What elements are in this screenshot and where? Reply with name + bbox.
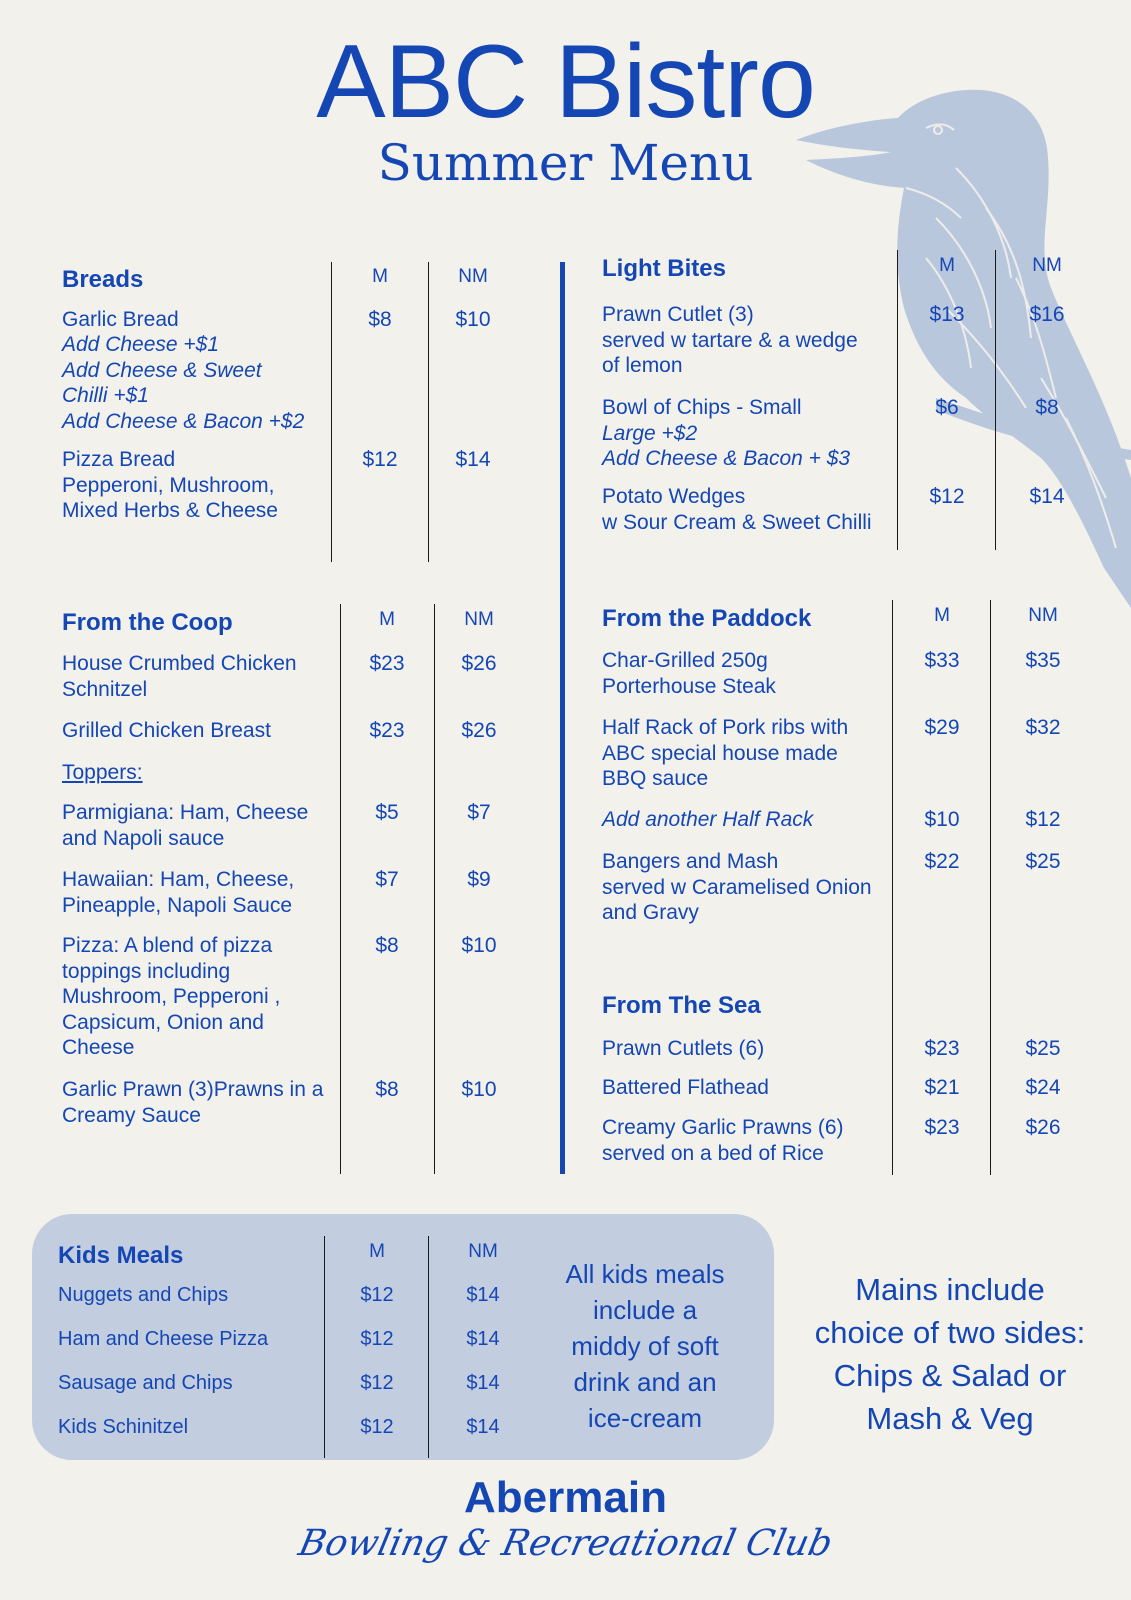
price-m: $12 [362,448,398,471]
price-m: $5 [375,801,399,824]
breads-divider-2 [428,262,429,562]
price-nm: $16 [1029,303,1065,326]
sea-section-title: From The Sea [602,992,761,1019]
price-m: $12 [360,1328,394,1350]
price-nm: $14 [466,1372,500,1394]
price-nm: $35 [1025,649,1061,672]
kids-menu-item: Kids Schinitzel [58,1416,189,1438]
price-m: $12 [929,485,965,508]
menu-item: Add another Half Rack [602,808,814,831]
menu-item: Hawaiian: Ham, Cheese, Pineapple, Napoli Sauce [62,868,295,917]
price-m: $13 [929,303,965,326]
menu-item: Garlic Bread [62,308,179,331]
kids-menu-item: Ham and Cheese Pizza [58,1328,269,1350]
kids-meals-note: All kids meals include a middy of soft drink and an ice-cream [565,1259,725,1433]
menu-item: Parmigiana: Ham, Cheese and Napoli sauce [62,801,309,850]
price-nm: $8 [1035,396,1059,419]
price-m: $29 [924,716,960,739]
breads-m-header: M [372,266,388,287]
menu-item: Grilled Chicken Breast [62,719,271,742]
menu-item: Prawn Cutlets (6) [602,1037,765,1060]
page-subtitle: Summer Menu [377,134,754,192]
mains-sides-note: Mains include choice of two sides: Chips & Salad or Mash & Veg [814,1272,1086,1436]
menu-item: Battered Flathead [602,1076,769,1099]
coop-m-header: M [379,609,395,630]
menu-item: Garlic Prawn (3)Prawns in a Creamy Sauce [62,1078,324,1127]
price-m: $23 [369,719,405,742]
price-m: $22 [924,850,960,873]
light-bites-divider-2 [995,250,996,550]
coop-divider-2 [434,604,435,1174]
price-nm: $14 [466,1284,500,1306]
price-nm: $10 [455,308,491,331]
price-nm: $10 [461,934,497,957]
menu-item: Prawn Cutlet (3) served w tartare & a wedge of lemon [602,303,858,377]
kids-divider-2 [428,1236,429,1458]
price-nm: $26 [461,719,497,742]
light-bites-m-header: M [939,255,955,276]
club-logo-wordmark: Abermain [464,1473,667,1522]
kids-menu-item: Nuggets and Chips [58,1284,229,1306]
menu-item: Creamy Garlic Prawns (6) served on a bed of Rice [602,1116,844,1165]
center-divider [560,262,565,1174]
menu-item: Bangers and Mash served w Caramelised Onion and Gravy [602,850,872,924]
menu-item-addons: Add Cheese +$1 Add Cheese & Sweet Chilli +$1 Add Cheese & Bacon +$2 [62,333,305,433]
price-nm: $14 [1029,485,1065,508]
price-nm: $24 [1025,1076,1061,1099]
paddock-divider-2 [990,600,991,1175]
price-m: $12 [360,1284,394,1306]
page-title: ABC Bistro [316,24,815,140]
menu-item: Bowl of Chips - Small Large +$2 Add Cheese & Bacon + $3 [602,396,851,470]
price-nm: $14 [466,1416,500,1438]
price-nm: $25 [1025,1037,1061,1060]
price-m: $23 [924,1037,960,1060]
menu-item: Pizza: A blend of pizza toppings including Mushroom, Pepperoni , Capsicum, Onion and Cheese [62,934,281,1059]
light-bites-divider-1 [897,250,898,550]
kids-nm-header: NM [468,1241,498,1262]
price-m: $12 [360,1372,394,1394]
coop-section-title: From the Coop [62,609,233,636]
club-logo-script: Bowling & Recreational Club [295,1523,837,1564]
menu-item: House Crumbed Chicken Schnitzel [62,652,297,701]
price-m: $8 [375,1078,399,1101]
price-m: $12 [360,1416,394,1438]
price-nm: $26 [1025,1116,1061,1139]
paddock-section-title: From the Paddock [602,605,812,632]
breads-divider-1 [331,262,332,562]
kids-section-title: Kids Meals [58,1242,184,1269]
menu-item: Char-Grilled 250g Porterhouse Steak [602,649,776,698]
price-m: $21 [924,1076,960,1099]
kids-menu-item: Sausage and Chips [58,1372,233,1394]
menu-item: Potato Wedges w Sour Cream & Sweet Chilli [602,485,872,534]
price-nm: $32 [1025,716,1061,739]
paddock-nm-header: NM [1028,605,1058,626]
coop-nm-header: NM [464,609,494,630]
menu-item: Pizza Bread Pepperoni, Mushroom, Mixed Herbs & Cheese [62,448,278,522]
price-m: $33 [924,649,960,672]
price-nm: $14 [466,1328,500,1350]
breads-section-title: Breads [62,266,144,293]
price-nm: $26 [461,652,497,675]
price-m: $23 [924,1116,960,1139]
price-m: $8 [368,308,392,331]
price-nm: $10 [461,1078,497,1101]
coop-divider-1 [340,604,341,1174]
menu-item: Half Rack of Pork ribs with ABC special house made BBQ sauce [602,716,849,790]
price-nm: $7 [467,801,491,824]
breads-nm-header: NM [458,266,488,287]
price-nm: $12 [1025,808,1061,831]
light-bites-nm-header: NM [1032,255,1062,276]
price-nm: $14 [455,448,491,471]
price-nm: $25 [1025,850,1061,873]
price-m: $8 [375,934,399,957]
price-m: $7 [375,868,399,891]
price-m: $6 [935,396,959,419]
price-nm: $9 [467,868,491,891]
paddock-m-header: M [934,605,950,626]
price-m: $10 [924,808,960,831]
kids-divider-1 [324,1236,325,1458]
toppers-label: Toppers: [62,761,143,784]
paddock-divider-1 [892,600,893,1175]
light-bites-section-title: Light Bites [602,255,726,282]
price-m: $23 [369,652,405,675]
kids-m-header: M [369,1241,385,1262]
